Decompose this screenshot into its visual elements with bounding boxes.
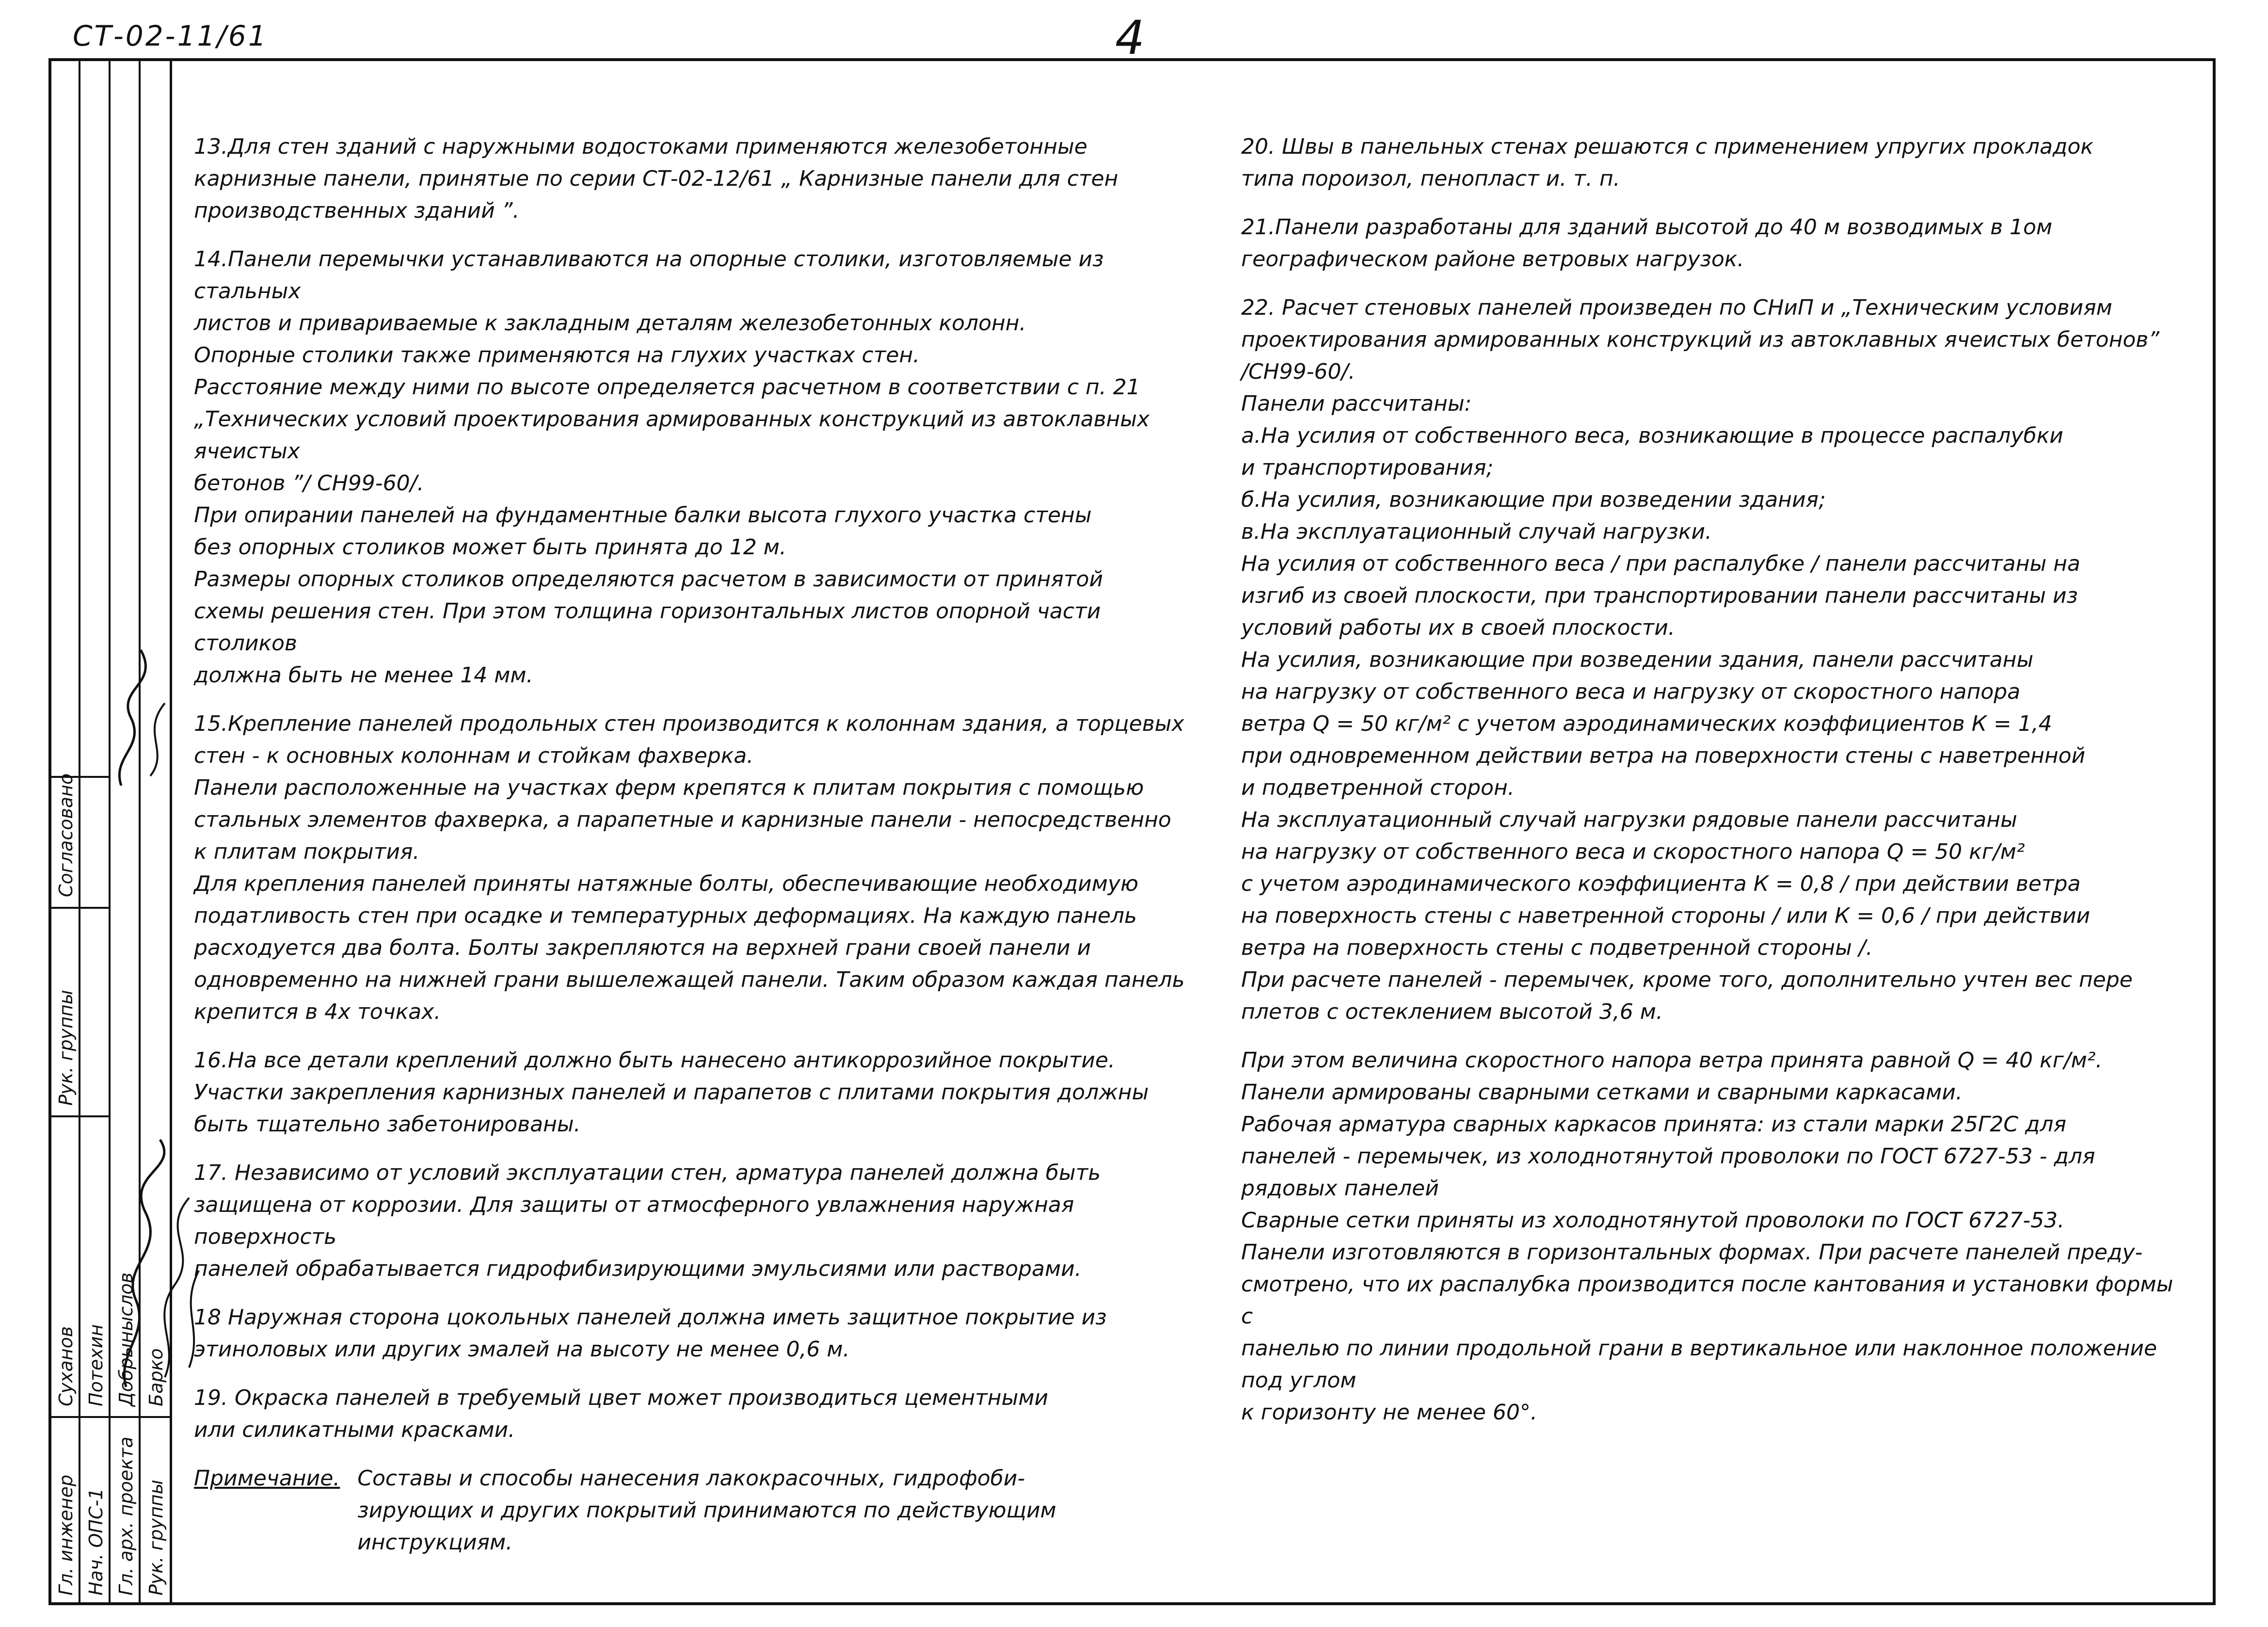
stamp-label: Рук. группы bbox=[55, 990, 77, 1106]
stamp-divider bbox=[48, 1115, 109, 1117]
stamp-name: Суханов bbox=[55, 1326, 77, 1406]
stamp-position: Рук. группы bbox=[145, 1480, 167, 1595]
paragraph-20: 20. Швы в панельных стенах решаются с применением упругих прокладок типа пороизол, пенопласт и. т. п. bbox=[1241, 134, 2093, 191]
note-label: Примечание. bbox=[194, 1466, 340, 1491]
document-code: СТ-02-11/61 bbox=[73, 19, 268, 52]
stamp-name: Добрыныслов bbox=[115, 1272, 137, 1406]
page-number: 4 bbox=[1115, 11, 1145, 65]
left-text-column bbox=[194, 131, 1193, 1559]
stamp-position: Гл. инженер bbox=[55, 1474, 77, 1595]
stamp-divider bbox=[48, 1416, 170, 1418]
paragraph-21: 21.Панели разработаны для зданий высотой до 40 м возводимых в 1ом географическом районе ветровых нагрузок. bbox=[1241, 215, 2053, 272]
paragraph-17: 17. Независимо от условий эксплуатации стен, арматура панелей должна быть защищена от коррозии. Для защиты от атмосферного увлажнения наружная поверхность панелей обрабатывается гидрофибизирующими эмульсиями или растворами. bbox=[194, 1160, 1101, 1281]
paragraph-14: 14.Панели перемычки устанавливаются на опорные столики, изготовляемые из стальных листов и привариваемые к закладным деталям железобетонных колонн. Опорные столики также применяются на глухих участках стен. Расстояние между ними по высоте определяется расчетном в соответствии с п. 21 „Технических условий проектирования армированных конструкций из автоклавных ячеистых бетонов ”/ СН99-60/. При опирании панелей на фундаментные балки высота глухого участка стены без опорных столиков может быть принята до 12 м. Размеры опорных столиков определяются расчетом в зависимости от принятой схемы решения стен. При этом толщина горизонтальных листов опорной части столиков должна быть не менее 14 мм. bbox=[194, 247, 1150, 688]
paragraph-18: 18 Наружная сторона цокольных панелей должна иметь защитное покрытие из этиноловых или других эмалей на высоту не менее 0,6 м. bbox=[194, 1305, 1107, 1362]
note-text: Составы и способы нанесения лакокрасочных, гидрофоби- зирующих и других покрытий принимаются по действующим инструкциям. bbox=[357, 1466, 1056, 1555]
stamp-name: Барко bbox=[145, 1348, 167, 1406]
title-block-stamp bbox=[48, 58, 172, 1605]
paragraph-22: 22. Расчет стеновых панелей произведен по СНиП и „Техническим условиям проектирования армированных конструкций из автоклавных ячеистых бетонов” /СН99-60/. Панели рассчитаны: а.На усилия от собственного веса, возникающие в процессе распалубки и транспортирования; б.На усилия, возникающие при возведении здания; в.На эксплуатационный случай нагрузки. На усилия от собственного веса / при распалубке / панели рассчитаны на изгиб из своей плоскости, при транспортировании панели рассчитаны из условий работы их в своей плоскости. На усилия, возникающие при возведении здания, панели рассчитаны на нагрузку от собственного веса и нагрузку от скоростного напора ветра Q = 50 кг/м² с учетом аэродинамических коэффициентов К = 1,4 при одновременном действии ветра на поверхности стены с наветренной и подветренной сторон. На эксплуатационный случай нагрузки рядовые панели рассчитаны на нагрузку от собственного веса и скоростного напора Q = 50 кг/м² с учетом аэродинамического коэффициента К = 0,8 / при действии ветра на поверхность стены с наветренной стороны / или К = 0,6 / при действии ветра на поверхность стены с подветренной стороны /. При расчете панелей - перемычек, кроме того, дополнительно учтен вес пере плетов с остеклением высотой 3,6 м. bbox=[1241, 295, 2159, 1024]
stamp-position: Гл. арх. проекта bbox=[115, 1436, 137, 1595]
note-block bbox=[194, 1463, 1193, 1559]
paragraph-22-continued: При этом величина скоростного напора ветра принята равной Q = 40 кг/м². Панели армированы сварными сетками и сварными каркасами. Рабочая арматура сварных каркасов принята: из стали марки 25Г2С для панелей - перемычек, из холоднотянутой проволоки по ГОСТ 6727-53 - для рядовых панелей Сварные сетки приняты из холоднотянутой проволоки по ГОСТ 6727-53. Панели изготовляются в горизонтальных формах. При расчете панелей преду- смотрено, что их распалубка производится после кантования и установки формы с панелью по линии продольной грани в вертикальное или наклонное положение под углом к горизонту не менее 60°. bbox=[1241, 1048, 2173, 1425]
stamp-name: Потехин bbox=[85, 1324, 107, 1406]
stamp-position: Нач. ОПС-1 bbox=[85, 1488, 107, 1595]
stamp-label: Согласовано bbox=[55, 773, 77, 897]
stamp-divider bbox=[79, 58, 80, 1605]
paragraph-15: 15.Крепление панелей продольных стен производится к колоннам здания, а торцевых стен - к основных колоннам и стойкам фахверка. Панели расположенные на участках ферм крепятся к плитам покрытия с помощью стальных элементов фахверка, а парапетные и карнизные панели - непосредственно к плитам покрытия. Для крепления панелей приняты натяжные болты, обеспечивающие необходимую податливость стен при осадке и температурных деформациях. На каждую панель расходуется два болта. Болты закрепляются на верхней грани своей панели и одновременно на нижней грани вышележащей панели. Таким образом каждая панель крепится в 4х точках. bbox=[194, 711, 1185, 1024]
paragraph-19: 19. Окраска панелей в требуемый цвет может производиться цементными или силикатными красками. bbox=[194, 1385, 1049, 1442]
paragraph-13: 13.Для стен зданий с наружными водостоками применяются железобетонные карнизные панели, принятые по серии СТ-02-12/61 „ Карнизные панели для стен производственных зданий ”. bbox=[194, 134, 1118, 223]
stamp-divider bbox=[48, 907, 109, 909]
right-text-column bbox=[1241, 131, 2187, 1445]
paragraph-16: 16.На все детали креплений должно быть нанесено антикоррозийное покрытие. Участки закрепления карнизных панелей и парапетов с плитами покрытия должны быть тщательно забетонированы. bbox=[194, 1048, 1149, 1137]
